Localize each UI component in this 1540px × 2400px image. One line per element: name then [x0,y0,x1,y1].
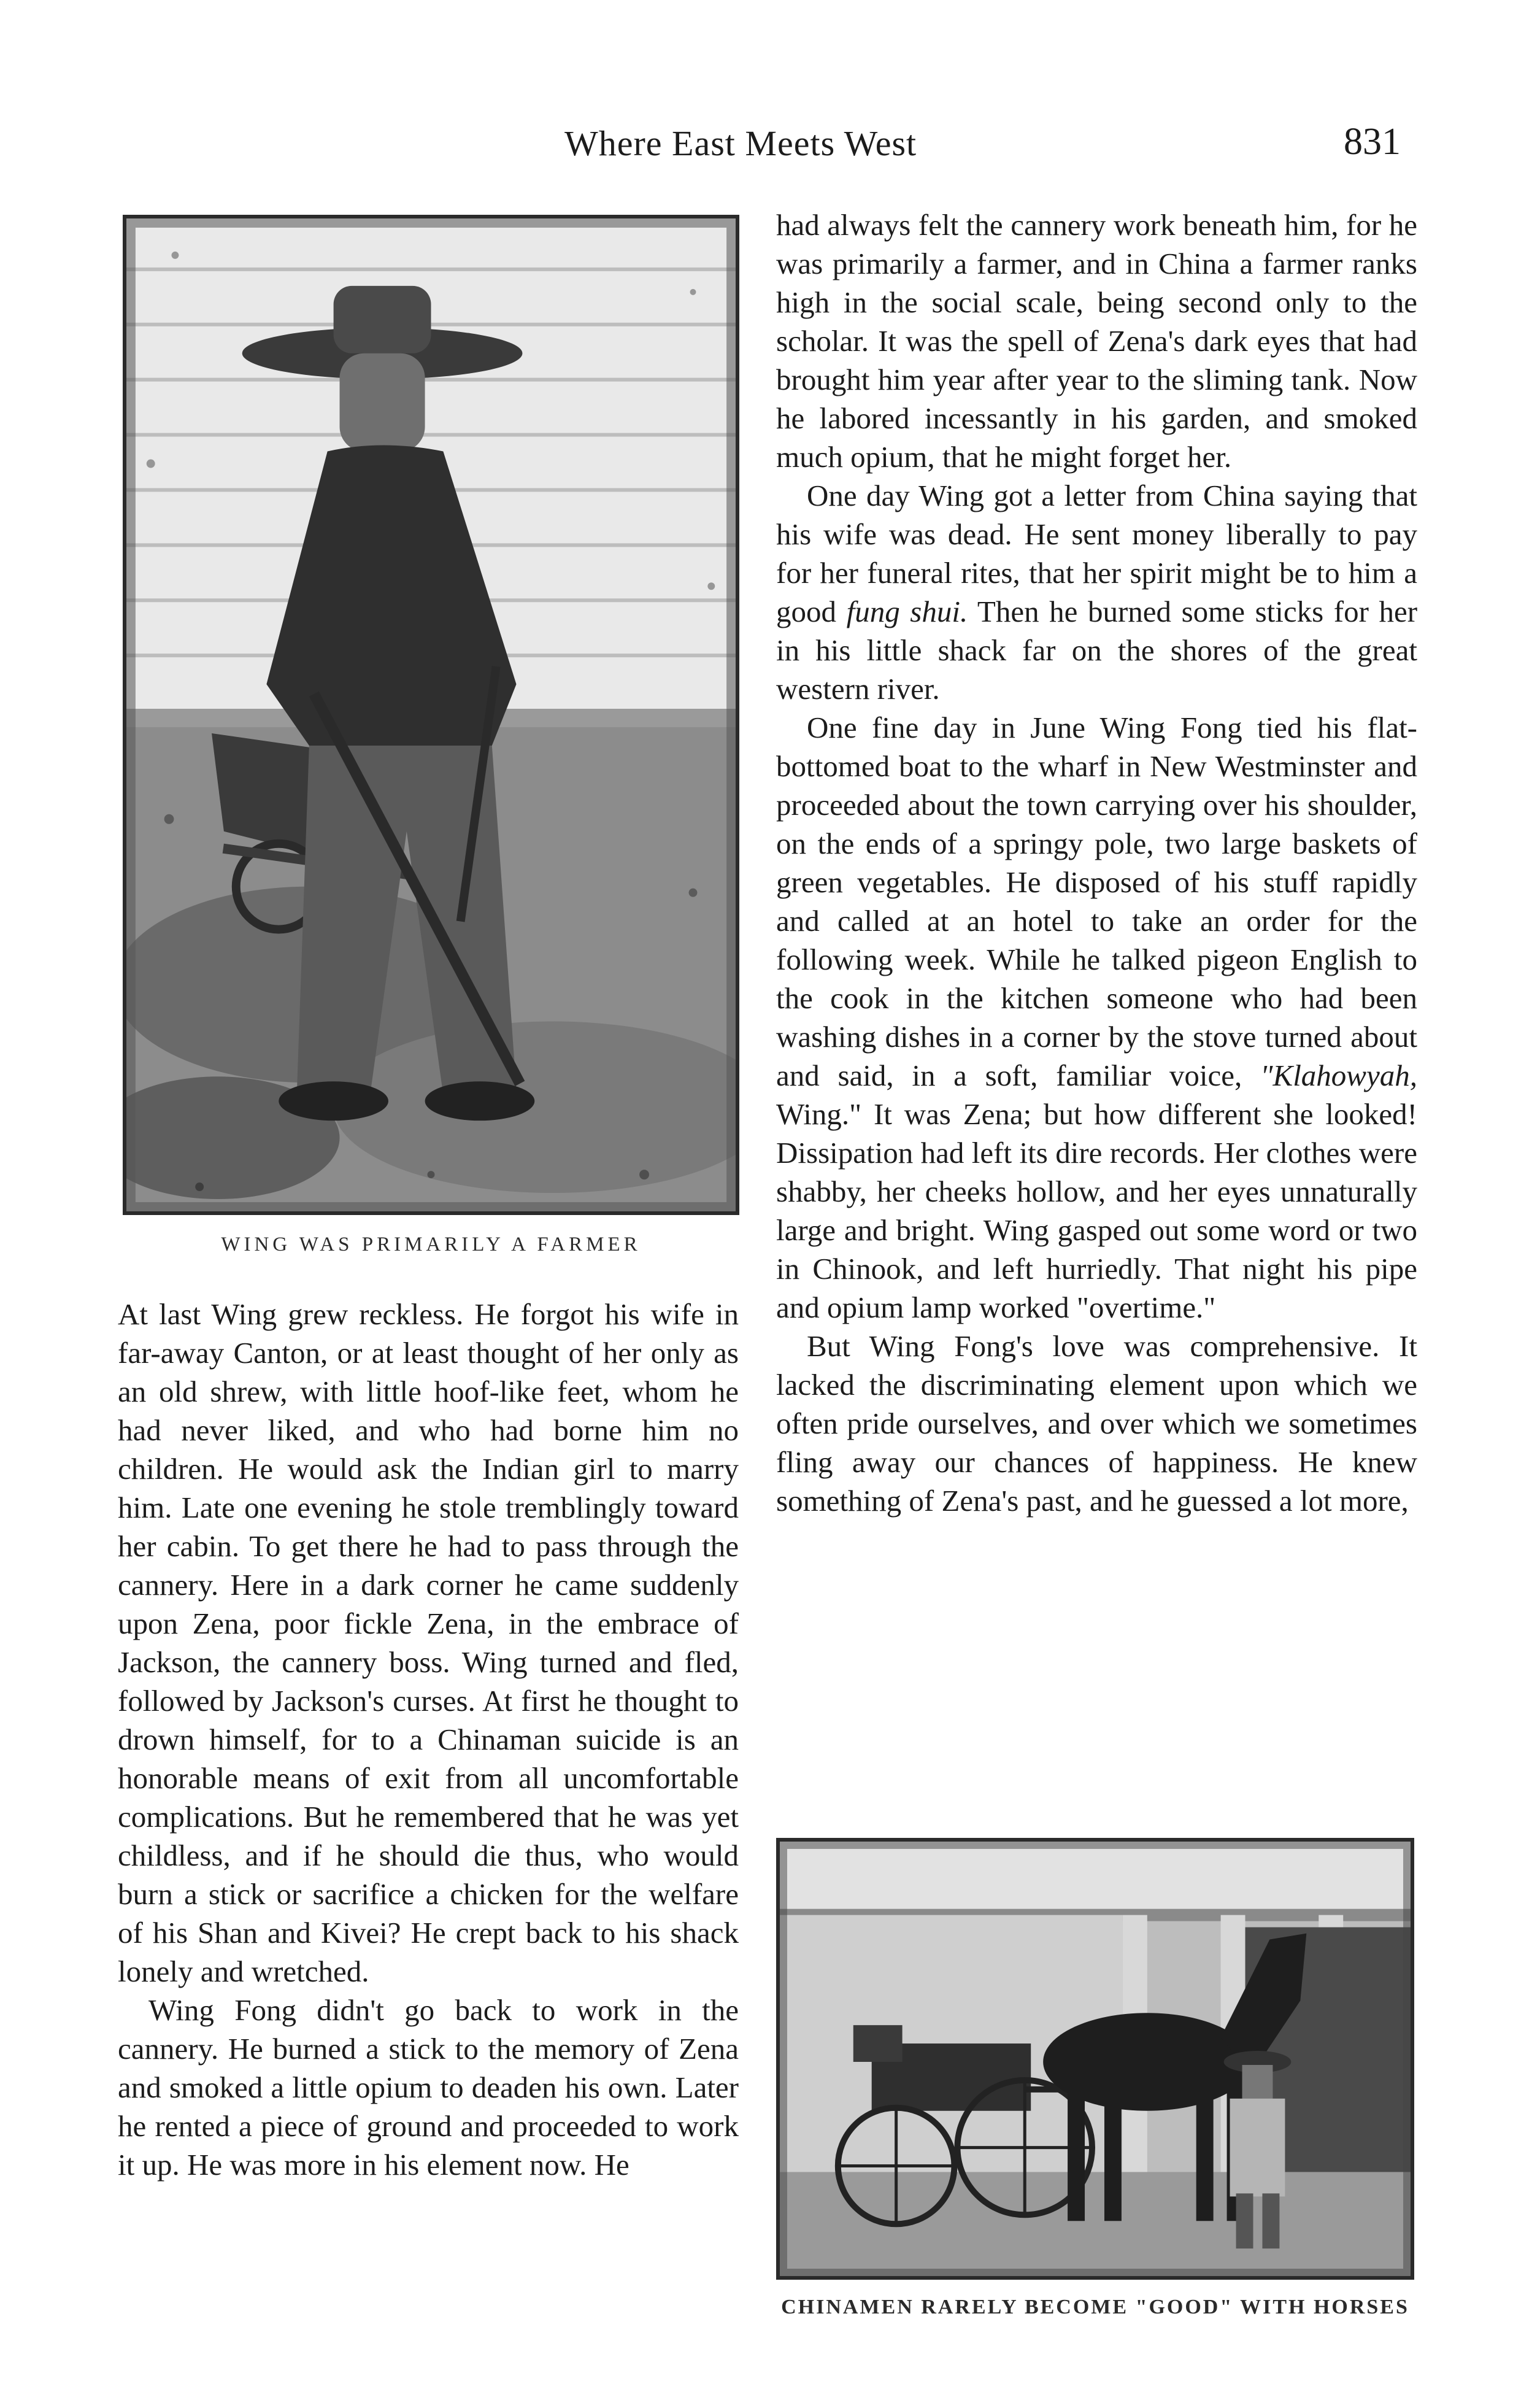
paragraph: One fine day in June Wing Fong tied his flat-bottomed boat to the wharf in New Westminster and proceeded about the town carrying over his shoulder, on the ends of a springy pole, two large baskets of green vegetables. He disposed of his stuff rapidly and called at an hotel to take an order for the following week. While he talked pigeon English to the cook in the kitchen someone who had been washing dishes in a corner by the stove turned about and said, in a soft, familiar voice, "Klahowyah, Wing." It was Zena; but how different she looked! Dissipation had left its dire records. Her clothes were shabby, her cheeks hollow, and her eyes unnaturally large and bright. Wing gasped out some word or two in Chinook, and left hurriedly. That night his pipe and opium lamp worked "overtime." [776,711,1417,1324]
paragraph: One day Wing got a letter from China saying that his wife was dead. He sent money liberally to pay for her funeral rites, that her spirit might be to him a good fung shui. Then he burned some sticks for her in his little shack far on the shores of the great western river. [776,479,1418,706]
italic-term: fung shui. [846,595,968,628]
italic-greeting: "Klahowyah, [1260,1059,1417,1092]
paragraph: had always felt the cannery work beneath him, for he was primarily a farmer, and in China a farmer ranks high in the social scale, being second only to the scholar. It was the spell of Zena's dark eyes that had brought him year after year to the sliming tank. Now he labored incessantly in his garden, and smoked much opium, that he might forget her. [776,208,1417,474]
horses-photo-caption: CHINAMEN RARELY BECOME "GOOD" WITH HORSES [781,2296,1409,2318]
right-text-column [776,206,1417,1520]
paragraph: Wing Fong didn't go back to work in the cannery. He burned a stick to the memory of Zena and smoked a little opium to deaden his own. Later he rented a piece of ground and proceeded to work it up. He was more in his element now. He [118,1993,739,2182]
paragraph: At last Wing grew reckless. He forgot his wife in far-away Canton, or at least thought of her only as an old shrew, with little hoof-like feet, whom he had never liked, and who had borne him no children. He would ask the Indian girl to marry him. Late one evening he stole tremblingly toward her cabin. To get there he had to pass through the cannery. Here in a dark corner he came suddenly upon Zena, poor fickle Zena, in the embrace of Jackson, the cannery boss. Wing turned and fled, followed by Jackson's curses. At first he thought to drown himself, for to a Chinaman suicide is an honorable means of exit from all uncomfortable complications. But he remembered that he was yet childless, and if he should die thus, who would burn a stick or sacrifice a chicken for the welfare of his Shan and Kivei? He crept back to his shack lonely and wretched. [118,1297,739,1988]
farmer-photo-illustration [126,218,736,1211]
left-text-column [118,1295,739,2184]
face [340,353,425,452]
photograph-farmer-with-hoe [123,215,739,1215]
hat-crown [334,286,431,353]
running-title: Where East Meets West [564,123,917,163]
ground [780,2172,1411,2276]
paragraph: But Wing Fong's love was comprehensive. It lacked the discriminating element upon which we often pride ourselves, and over which we sometimes fling away our chances of happiness. He knew something of Zena's past, and he guessed a lot more, [776,1329,1417,1518]
porch-roof [780,1842,1411,1915]
photograph-horse-and-buggy [776,1838,1414,2280]
horses-photo-illustration [780,1842,1411,2276]
farmer-photo-caption: WING WAS PRIMARILY A FARMER [221,1233,641,1256]
page-number: 831 [1344,121,1401,163]
